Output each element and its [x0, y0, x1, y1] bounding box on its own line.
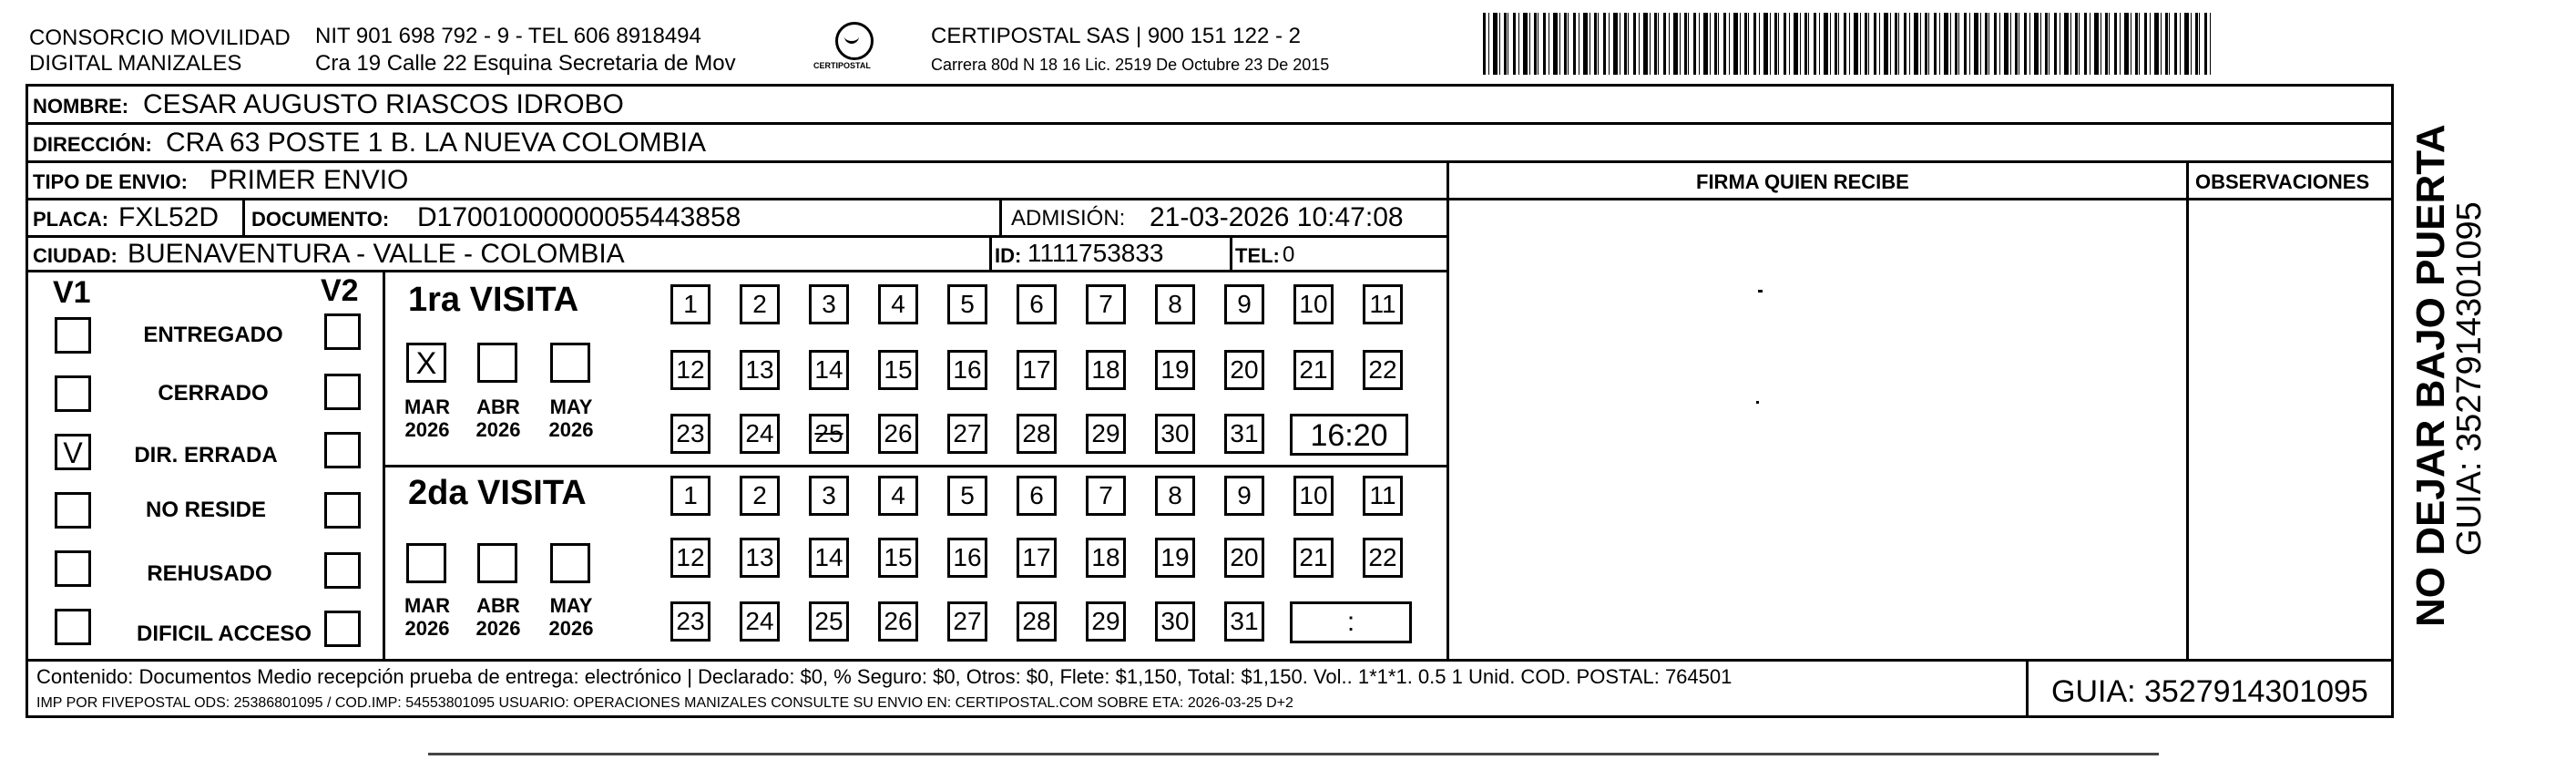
first-visit-month-may[interactable]: [550, 343, 590, 383]
first-visit-day-17[interactable]: 17: [1017, 350, 1057, 390]
first-visit-day-6[interactable]: 6: [1017, 284, 1057, 324]
v1-checkbox-cerrado[interactable]: [55, 375, 91, 412]
first-visit-day-28[interactable]: 28: [1017, 414, 1057, 454]
id-label: ID:: [995, 244, 1022, 267]
tipo-envio-label: TIPO DE ENVIO:: [33, 170, 188, 193]
first-visit-day-23[interactable]: 23: [670, 414, 710, 454]
v2-checkbox-entregado[interactable]: [324, 313, 361, 350]
second-visit-day-11[interactable]: 11: [1363, 476, 1403, 516]
second-visit-day-17[interactable]: 17: [1017, 538, 1057, 578]
first-visit-day-9[interactable]: 9: [1224, 284, 1264, 324]
documento-value: D17001000000055443858: [417, 202, 741, 232]
status-label-dificil-acceso: DIFICIL ACCESO: [136, 621, 312, 646]
second-month-label-abr: ABR 2026: [475, 594, 521, 641]
v2-header: V2: [321, 273, 359, 308]
second-visit-day-12[interactable]: 12: [670, 538, 710, 578]
second-visit-day-27[interactable]: 27: [947, 601, 987, 642]
first-visit-day-16[interactable]: 16: [947, 350, 987, 390]
v2-checkbox-cerrado[interactable]: [324, 374, 361, 410]
second-visit-day-21[interactable]: 21: [1293, 538, 1334, 578]
second-visit-month-may[interactable]: [550, 543, 590, 583]
certipostal-logo-icon: [835, 22, 874, 60]
second-visit-month-abr[interactable]: [477, 543, 517, 583]
direccion-label: DIRECCIÓN:: [33, 133, 152, 156]
ciudad-value: BUENAVENTURA - VALLE - COLOMBIA: [128, 239, 625, 269]
first-visit-day-18[interactable]: 18: [1086, 350, 1126, 390]
second-visit-day-29[interactable]: 29: [1086, 601, 1126, 642]
nombre-label: NOMBRE:: [33, 95, 129, 118]
side-guia: GUIA: 3527914301095: [2450, 201, 2489, 556]
first-visit-day-13[interactable]: 13: [740, 350, 780, 390]
second-visit-day-13[interactable]: 13: [740, 538, 780, 578]
sender-name-line1: CONSORCIO MOVILIDAD: [29, 26, 291, 50]
first-visit-day-4[interactable]: 4: [878, 284, 918, 324]
tipo-envio-value: PRIMER ENVIO: [210, 165, 409, 195]
sender-name-line2: DIGITAL MANIZALES: [29, 51, 242, 76]
first-visit-day-14[interactable]: 14: [809, 350, 849, 390]
first-visit-title: 1ra VISITA: [408, 281, 579, 319]
first-visit-day-27[interactable]: 27: [947, 414, 987, 454]
second-visit-title: 2da VISITA: [408, 474, 587, 512]
v2-checkbox-dificil-acceso[interactable]: [324, 611, 361, 647]
first-visit-day-31[interactable]: 31: [1224, 414, 1264, 454]
first-month-label-may: MAY 2026: [548, 395, 594, 442]
second-month-label-may: MAY 2026: [548, 594, 594, 641]
sender-address: Cra 19 Calle 22 Esquina Secretaria de Mov: [315, 51, 736, 76]
nombre-value: CESAR AUGUSTO RIASCOS IDROBO: [143, 89, 624, 119]
second-visit-day-7[interactable]: 7: [1086, 476, 1126, 516]
first-visit-day-11[interactable]: 11: [1363, 284, 1403, 324]
first-visit-day-2[interactable]: 2: [740, 284, 780, 324]
second-visit-day-2[interactable]: 2: [740, 476, 780, 516]
second-visit-day-14[interactable]: 14: [809, 538, 849, 578]
second-visit-day-28[interactable]: 28: [1017, 601, 1057, 642]
second-visit-day-3[interactable]: 3: [809, 476, 849, 516]
documento-label: DOCUMENTO:: [251, 208, 390, 231]
second-visit-day-22[interactable]: 22: [1363, 538, 1403, 578]
certipostal-logo-text: CERTIPOSTAL: [813, 61, 871, 70]
second-visit-day-20[interactable]: 20: [1224, 538, 1264, 578]
status-label-dir-errada: DIR. ERRADA: [134, 443, 278, 467]
first-month-label-abr: ABR 2026: [475, 395, 521, 442]
no-dejar-bajo-puerta: NO DEJAR BAJO PUERTA: [2408, 124, 2453, 627]
second-visit-day-23[interactable]: 23: [670, 601, 710, 642]
placa-label: PLACA:: [33, 208, 109, 231]
courier-company: CERTIPOSTAL SAS | 900 151 122 - 2: [931, 24, 1301, 48]
first-visit-day-7[interactable]: 7: [1086, 284, 1126, 324]
first-visit-day-26[interactable]: 26: [878, 414, 918, 454]
first-month-label-mar: MAR 2026: [404, 395, 451, 442]
placa-value: FXL52D: [118, 202, 220, 232]
id-value: 1111753833: [1027, 239, 1164, 267]
footer-guia: GUIA: 3527914301095: [2051, 674, 2368, 709]
second-month-label-mar: MAR 2026: [404, 594, 451, 641]
v1-header: V1: [53, 275, 91, 310]
footer-contenido: Contenido: Documentos Medio recepción prueba de entrega: electrónico | Declarado: $0, % Seguro: $0, Otros: $0, Flete: $1,150, Total: $1,150. Vol.. 1*1*1. 0.5 1 Unid. COD. POSTAL: 764501: [36, 665, 1733, 688]
second-visit-day-1[interactable]: 1: [670, 476, 710, 516]
v2-checkbox-dir-errada[interactable]: [324, 432, 361, 468]
first-visit-day-25[interactable]: 25: [809, 414, 849, 454]
first-visit-day-29[interactable]: 29: [1086, 414, 1126, 454]
first-visit-day-15[interactable]: 15: [878, 350, 918, 390]
second-visit-day-15[interactable]: 15: [878, 538, 918, 578]
first-visit-day-8[interactable]: 8: [1155, 284, 1195, 324]
second-visit-day-31[interactable]: 31: [1224, 601, 1264, 642]
signature-mark: [1758, 290, 1763, 293]
footer-imp: IMP POR FIVEPOSTAL ODS: 25386801095 / COD.IMP: 54553801095 USUARIO: OPERACIONES MANIZALES CONSULTE SU ENVIO EN: CERTIPOSTAL.COM SOBRE ETA: 2026-03-25 D+2: [36, 695, 1293, 711]
second-visit-day-26[interactable]: 26: [878, 601, 918, 642]
admision-value: 21-03-2026 10:47:08: [1150, 202, 1404, 232]
first-visit-day-30[interactable]: 30: [1155, 414, 1195, 454]
v1-checkbox-no-reside[interactable]: [55, 492, 91, 529]
first-visit-day-10[interactable]: 10: [1293, 284, 1334, 324]
second-visit-time[interactable]: :: [1290, 601, 1412, 643]
second-visit-day-18[interactable]: 18: [1086, 538, 1126, 578]
second-visit-day-10[interactable]: 10: [1293, 476, 1334, 516]
scan-line: [428, 753, 2159, 755]
tel-value: 0: [1283, 242, 1295, 267]
first-visit-day-5[interactable]: 5: [947, 284, 987, 324]
v1-checkbox-rehusado[interactable]: [55, 550, 91, 587]
second-visit-day-4[interactable]: 4: [878, 476, 918, 516]
second-visit-day-9[interactable]: 9: [1224, 476, 1264, 516]
second-visit-day-19[interactable]: 19: [1155, 538, 1195, 578]
signature-mark: [1756, 401, 1759, 404]
second-visit-day-5[interactable]: 5: [947, 476, 987, 516]
first-visit-day-19[interactable]: 19: [1155, 350, 1195, 390]
observaciones-header: OBSERVACIONES: [2195, 170, 2370, 193]
firma-header: FIRMA QUIEN RECIBE: [1696, 170, 1909, 193]
v1-checkbox-dificil-acceso[interactable]: [55, 609, 91, 645]
v2-checkbox-no-reside[interactable]: [324, 492, 361, 529]
direccion-value: CRA 63 POSTE 1 B. LA NUEVA COLOMBIA: [166, 128, 706, 158]
courier-address: Carrera 80d N 18 16 Lic. 2519 De Octubre 23 De 2015: [931, 56, 1330, 74]
v1-checkbox-dir-errada[interactable]: V: [55, 434, 91, 470]
first-visit-day-22[interactable]: 22: [1363, 350, 1403, 390]
tel-label: TEL:: [1235, 244, 1280, 267]
second-visit-day-25[interactable]: 25: [809, 601, 849, 642]
second-visit-day-16[interactable]: 16: [947, 538, 987, 578]
second-visit-day-30[interactable]: 30: [1155, 601, 1195, 642]
second-visit-month-mar[interactable]: [406, 543, 446, 583]
second-visit-day-6[interactable]: 6: [1017, 476, 1057, 516]
v2-checkbox-rehusado[interactable]: [324, 552, 361, 589]
first-visit-day-20[interactable]: 20: [1224, 350, 1264, 390]
barcode: [1483, 13, 2212, 75]
status-label-no-reside: NO RESIDE: [145, 498, 267, 522]
first-visit-day-21[interactable]: 21: [1293, 350, 1334, 390]
admision-label: ADMISIÓN:: [1011, 206, 1126, 231]
first-visit-day-24[interactable]: 24: [740, 414, 780, 454]
sender-nit: NIT 901 698 792 - 9 - TEL 606 8918494: [315, 24, 701, 48]
second-visit-day-24[interactable]: 24: [740, 601, 780, 642]
first-visit-day-1[interactable]: 1: [670, 284, 710, 324]
first-visit-time[interactable]: 16:20: [1290, 414, 1408, 456]
first-visit-month-mar[interactable]: X: [406, 343, 446, 383]
first-visit-day-12[interactable]: 12: [670, 350, 710, 390]
status-label-entregado: ENTREGADO: [143, 323, 283, 347]
first-visit-month-abr[interactable]: [477, 343, 517, 383]
ciudad-label: CIUDAD:: [33, 244, 118, 267]
status-label-cerrado: CERRADO: [158, 381, 269, 406]
status-label-rehusado: REHUSADO: [147, 561, 272, 586]
first-visit-day-3[interactable]: 3: [809, 284, 849, 324]
second-visit-day-8[interactable]: 8: [1155, 476, 1195, 516]
v1-checkbox-entregado[interactable]: [55, 317, 91, 354]
